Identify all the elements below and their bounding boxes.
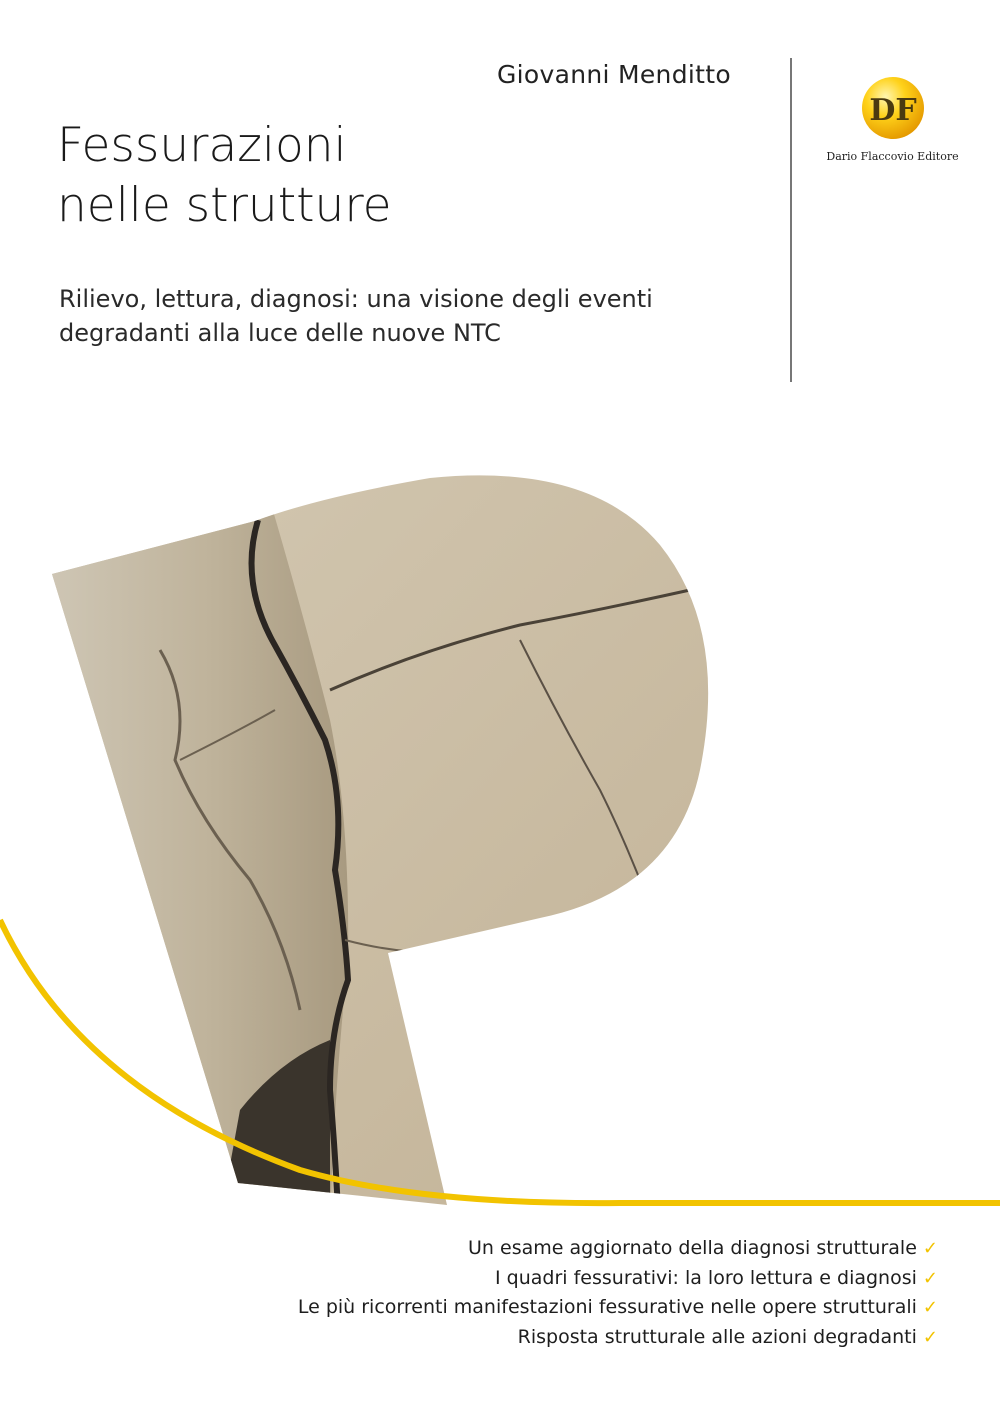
logo-letters: DF <box>869 93 917 128</box>
book-title <box>57 116 392 236</box>
feature-text: Risposta strutturale alle azioni degradanti <box>517 1325 917 1348</box>
check-icon: ✓ <box>922 1238 938 1259</box>
check-icon: ✓ <box>922 1297 938 1318</box>
feature-text: Le più ricorrenti manifestazioni fessurative nelle opere strutturali <box>297 1296 917 1318</box>
feature-text: Un esame aggiornato della diagnosi strutturale <box>468 1237 917 1259</box>
vertical-divider <box>790 58 792 382</box>
check-icon: ✓ <box>922 1326 938 1348</box>
check-icon: ✓ <box>922 1267 938 1289</box>
feature-item <box>298 1293 938 1323</box>
publisher-name: Dario Flaccovio Editore <box>826 150 959 163</box>
subtitle-line-1: Rilievo, lettura, diagnosi: una visione degli eventi <box>59 285 653 313</box>
book-title-line-1: Fessurazioni <box>57 118 347 173</box>
feature-text: I quadri fessurativi: la loro lettura e diagnosi <box>495 1266 917 1289</box>
feature-item <box>298 1234 938 1264</box>
author-name: Giovanni Menditto <box>497 60 731 89</box>
cracked-stone-p-graphic <box>0 460 1000 1220</box>
feature-list <box>298 1234 938 1352</box>
book-title-line-2: nelle strutture <box>57 178 392 233</box>
feature-item <box>298 1323 938 1353</box>
feature-item <box>298 1264 938 1294</box>
publisher-logo-icon <box>857 74 929 142</box>
book-subtitle <box>59 282 759 350</box>
subtitle-line-2: degradanti alla luce delle nuove NTC <box>59 319 501 347</box>
